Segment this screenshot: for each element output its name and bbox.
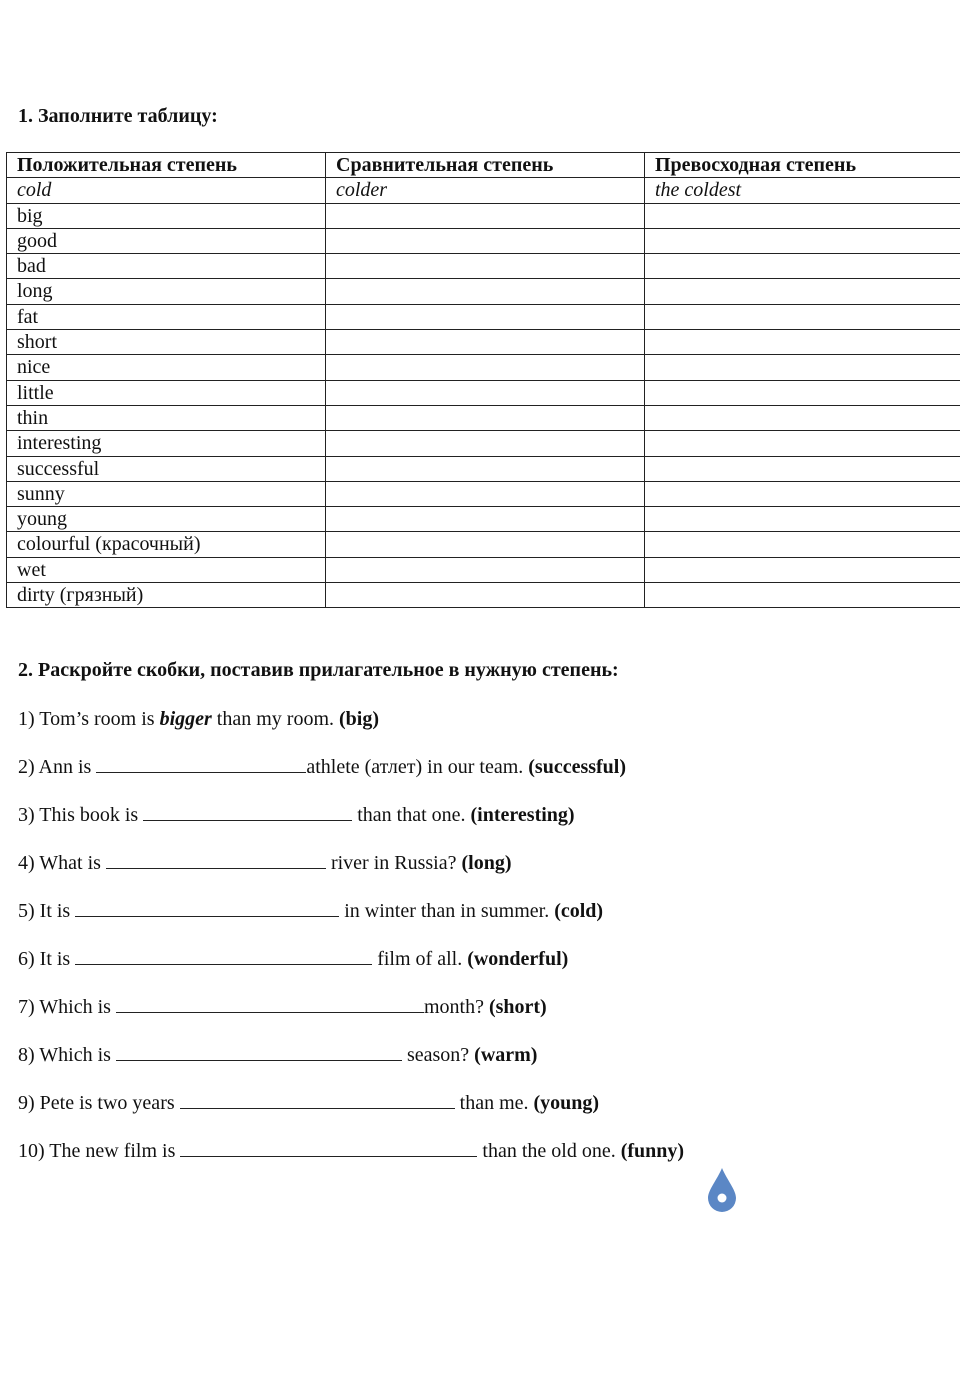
adjective-hint: (wonderful)	[467, 948, 569, 970]
comparative-cell[interactable]	[326, 532, 645, 557]
sentence-6	[18, 944, 684, 992]
table-row	[7, 279, 960, 304]
comparative-cell[interactable]	[326, 583, 645, 608]
table-row	[7, 583, 960, 608]
comparative-cell[interactable]	[326, 228, 645, 253]
sentence-text-before: 10) The new film is	[18, 1140, 181, 1162]
sentence-3	[18, 800, 684, 848]
adjective-hint: (funny)	[620, 1140, 685, 1162]
sentence-text-after: river in Russia?	[325, 852, 462, 874]
superlative-cell[interactable]	[645, 228, 960, 253]
answer-blank[interactable]	[96, 752, 306, 773]
answer-blank[interactable]	[143, 800, 352, 821]
adjective-hint: (young)	[533, 1092, 600, 1114]
table-row	[7, 405, 960, 430]
sentence-4	[18, 848, 684, 896]
positive-cell: wet	[7, 557, 326, 582]
answer-blank[interactable]	[106, 848, 326, 869]
adjective-hint: (short)	[488, 996, 547, 1018]
superlative-cell[interactable]	[645, 330, 960, 355]
superlative-cell[interactable]	[645, 304, 960, 329]
comparative-cell[interactable]	[326, 405, 645, 430]
sentence-text-before: 9) Pete is two years	[18, 1092, 180, 1114]
task1-heading: 1. Заполните таблицу:	[18, 105, 218, 127]
example-row	[7, 178, 960, 203]
example-answer: bigger	[159, 708, 212, 730]
positive-cell: dirty (грязный)	[7, 583, 326, 608]
task2-heading: 2. Раскройте скобки, поставив прилагательное в нужную степень:	[18, 659, 619, 681]
positive-cell: fat	[7, 304, 326, 329]
table-row	[7, 557, 960, 582]
superlative-cell[interactable]	[645, 431, 960, 456]
positive-cell: young	[7, 507, 326, 532]
comparative-cell[interactable]	[326, 203, 645, 228]
superlative-cell[interactable]	[645, 456, 960, 481]
example-superlative: the coldest	[645, 178, 960, 203]
superlative-cell[interactable]	[645, 254, 960, 279]
sentence-text-before: 7) Which is	[18, 996, 116, 1018]
comparative-cell[interactable]	[326, 355, 645, 380]
sentence-text-before: 4) What is	[18, 852, 106, 874]
positive-cell: short	[7, 330, 326, 355]
superlative-cell[interactable]	[645, 355, 960, 380]
superlative-cell[interactable]	[645, 583, 960, 608]
sentence-text-after: film of all.	[372, 948, 468, 970]
answer-blank[interactable]	[116, 1040, 402, 1061]
positive-cell: little	[7, 380, 326, 405]
superlative-cell[interactable]	[645, 405, 960, 430]
adjective-hint: (successful)	[528, 756, 627, 778]
answer-blank[interactable]	[75, 944, 372, 965]
comparative-cell[interactable]	[326, 557, 645, 582]
table-row	[7, 431, 960, 456]
table-row	[7, 254, 960, 279]
sentence-text-before: 6) It is	[18, 948, 76, 970]
superlative-cell[interactable]	[645, 203, 960, 228]
sentence-9	[18, 1088, 684, 1136]
table-row	[7, 330, 960, 355]
header-comparative: Сравнительная степень	[326, 153, 645, 178]
sentence-1	[18, 704, 684, 752]
positive-cell: successful	[7, 456, 326, 481]
comparative-cell[interactable]	[326, 481, 645, 506]
sentence-text-after: than the old one.	[477, 1140, 621, 1162]
answer-blank[interactable]	[116, 992, 424, 1013]
comparative-cell[interactable]	[326, 330, 645, 355]
sentence-text-after: than me.	[454, 1092, 534, 1114]
sentence-text-after: than that one.	[352, 804, 471, 826]
comparative-cell[interactable]	[326, 456, 645, 481]
comparative-cell[interactable]	[326, 431, 645, 456]
adjective-hint: (big)	[339, 708, 380, 730]
adjective-hint: (long)	[461, 852, 512, 874]
sentence-5	[18, 896, 684, 944]
sentence-text-after: month?	[423, 996, 489, 1018]
comparative-cell[interactable]	[326, 380, 645, 405]
superlative-cell[interactable]	[645, 380, 960, 405]
superlative-cell[interactable]	[645, 532, 960, 557]
positive-cell: big	[7, 203, 326, 228]
superlative-cell[interactable]	[645, 507, 960, 532]
adjectives-table	[6, 152, 960, 608]
table-row	[7, 481, 960, 506]
answer-blank[interactable]	[180, 1136, 477, 1157]
positive-cell: sunny	[7, 481, 326, 506]
comparative-cell[interactable]	[326, 304, 645, 329]
superlative-cell[interactable]	[645, 557, 960, 582]
table-row	[7, 532, 960, 557]
drop-icon	[706, 1166, 738, 1212]
example-comparative: colder	[326, 178, 645, 203]
positive-cell: good	[7, 228, 326, 253]
comparative-cell[interactable]	[326, 279, 645, 304]
superlative-cell[interactable]	[645, 279, 960, 304]
table-header-row	[7, 153, 960, 178]
table-row	[7, 355, 960, 380]
comparative-cell[interactable]	[326, 254, 645, 279]
positive-cell: thin	[7, 405, 326, 430]
table-row	[7, 507, 960, 532]
table-row	[7, 380, 960, 405]
table-row	[7, 304, 960, 329]
example-positive: cold	[7, 178, 326, 203]
positive-cell: interesting	[7, 431, 326, 456]
header-positive: Положительная степень	[7, 153, 326, 178]
sentence-2	[18, 752, 684, 800]
sentence-text-after: season?	[401, 1044, 475, 1066]
table-row	[7, 203, 960, 228]
positive-cell: long	[7, 279, 326, 304]
sentence-text-after: athlete (атлет) in our team.	[306, 756, 529, 778]
sentence-list	[18, 704, 684, 1184]
adjective-hint: (cold)	[554, 900, 604, 922]
positive-cell: colourful (красочный)	[7, 532, 326, 557]
sentence-text-after: than my room.	[211, 708, 340, 730]
adjective-hint: (warm)	[474, 1044, 538, 1066]
sentence-text-before: 5) It is	[18, 900, 76, 922]
table-row	[7, 456, 960, 481]
header-superlative: Превосходная степень	[645, 153, 960, 178]
sentence-text-before: 8) Which is	[18, 1044, 116, 1066]
answer-blank[interactable]	[180, 1088, 455, 1109]
adjective-hint: (interesting)	[470, 804, 575, 826]
sentence-text-before: 2) Ann is	[18, 756, 97, 778]
comparative-cell[interactable]	[326, 507, 645, 532]
sentence-text-before: 1) Tom’s room is	[18, 708, 160, 730]
sentence-text-after: in winter than in summer.	[339, 900, 555, 922]
sentence-10	[18, 1136, 684, 1184]
sentence-text-before: 3) This book is	[18, 804, 144, 826]
superlative-cell[interactable]	[645, 481, 960, 506]
positive-cell: bad	[7, 254, 326, 279]
positive-cell: nice	[7, 355, 326, 380]
answer-blank[interactable]	[75, 896, 339, 917]
sentence-8	[18, 1040, 684, 1088]
sentence-7	[18, 992, 684, 1040]
table-row	[7, 228, 960, 253]
